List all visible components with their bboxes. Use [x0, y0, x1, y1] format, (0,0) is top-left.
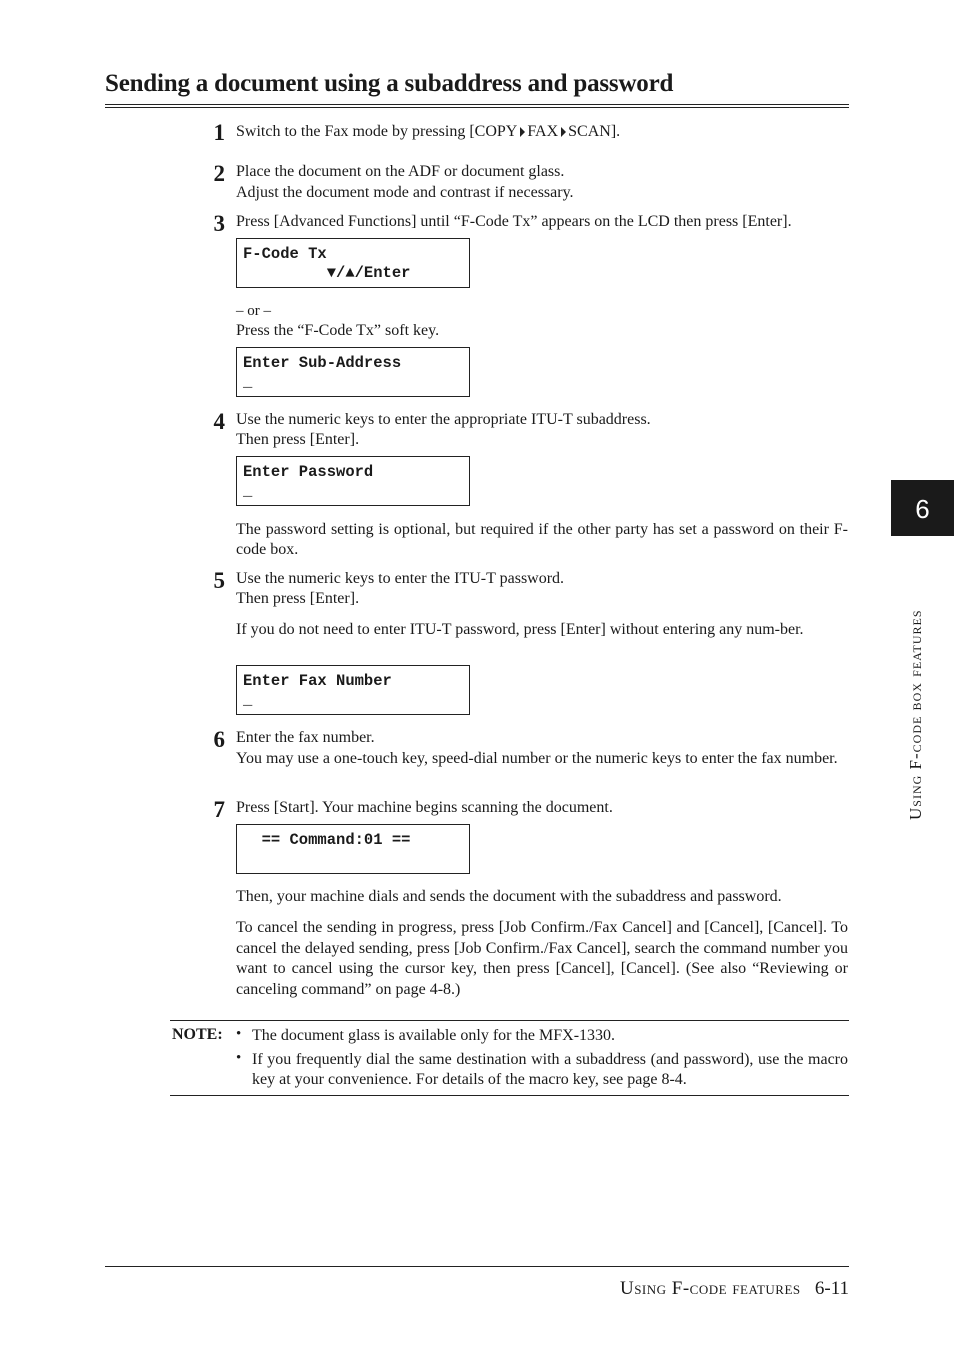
footer-rule [105, 1266, 849, 1267]
step-number: 2 [213, 161, 225, 186]
title-rule [105, 104, 849, 105]
lcd-display-fcode [236, 238, 470, 288]
lcd-line: Enter Sub-Address [243, 354, 402, 372]
triangle-right-icon [561, 127, 566, 137]
step-text: Use the numeric keys to enter the ITU-T password. [236, 570, 565, 587]
step-number: 7 [213, 797, 225, 822]
lcd-line: ▼/▲/Enter [243, 264, 411, 282]
bullet: • [236, 1050, 242, 1066]
title-rule-thick [105, 107, 849, 108]
step-text: Press [Advanced Functions] until “F-Code Tx” appears on the LCD then press [Enter]. [236, 213, 792, 230]
step-text: Then press [Enter]. [236, 590, 360, 607]
side-section-label: Using F-code box features [906, 609, 925, 820]
note-item: The document glass is available only for the MFX-1330. [252, 1027, 616, 1044]
page-number: 6-11 [814, 1278, 849, 1299]
lcd-display-password [236, 456, 470, 506]
footer-section: Using F-code features [619, 1278, 801, 1299]
note-item: If you frequently dial the same destination with a subaddress (and password), use the macro key at your convenience. For details of the macro key, see page 8-4. [252, 1051, 848, 1088]
step-paragraph: The password setting is optional, but required if the other party has set a password on their F-code box. [236, 521, 848, 558]
step-text: Use the numeric keys to enter the appropriate ITU-T subaddress. [236, 411, 651, 428]
step-text: Switch to the Fax mode by pressing [COPY FAX SCAN]. [236, 123, 621, 140]
or-separator: – or – [236, 303, 271, 319]
step-paragraph: If you do not need to enter ITU-T password, press [Enter] without entering any num-ber. [236, 621, 804, 638]
note-rule-top [170, 1020, 849, 1021]
step-text: Place the document on the ADF or document glass. [236, 163, 565, 180]
chapter-tab: 6 [891, 480, 954, 536]
lcd-cursor: _ [243, 482, 253, 500]
step-text: Adjust the document mode and contrast if necessary. [236, 184, 574, 201]
step-number: 6 [213, 727, 225, 752]
step-number: 5 [213, 568, 225, 593]
step-text: Enter the fax number. [236, 729, 375, 746]
step-text: Press [Start]. Your machine begins scanning the document. [236, 799, 613, 816]
lcd-line: F-Code Tx [243, 245, 327, 263]
step-number: 4 [213, 409, 225, 434]
lcd-display-subaddress [236, 347, 470, 397]
triangle-right-icon [520, 127, 525, 137]
step-text: Press the “F-Code Tx” soft key. [236, 322, 440, 339]
step-number: 1 [213, 120, 225, 145]
lcd-line: Enter Password [243, 463, 374, 481]
lcd-line: Enter Fax Number [243, 672, 392, 690]
step-text: Then press [Enter]. [236, 431, 360, 448]
note-rule-bottom [170, 1095, 849, 1096]
lcd-line: == Command:01 == [243, 831, 411, 849]
bullet: • [236, 1026, 242, 1042]
lcd-display-fax-number [236, 665, 470, 715]
lcd-cursor: _ [243, 691, 253, 709]
step-paragraph: To cancel the sending in progress, press [Job Confirm./Fax Cancel] and [Cancel], [Cancel]. To cancel the delayed sending, press [Job Confirm./Fax Cancel], search the command number you want to cancel using the cursor key, then press [Cancel], [Cancel]. (See also “Reviewing or canceling command” on page 4-8.) [236, 919, 848, 998]
page-title: Sending a document using a subaddress and password [105, 70, 674, 97]
page-footer [620, 1278, 849, 1300]
step-number: 3 [213, 211, 225, 236]
step-paragraph: You may use a one-touch key, speed-dial number or the numeric keys to enter the fax number. [236, 750, 838, 767]
step-paragraph: Then, your machine dials and sends the document with the subaddress and password. [236, 888, 782, 905]
note-label: NOTE: [172, 1026, 223, 1043]
lcd-display-command [236, 824, 470, 874]
lcd-cursor: _ [243, 373, 253, 391]
